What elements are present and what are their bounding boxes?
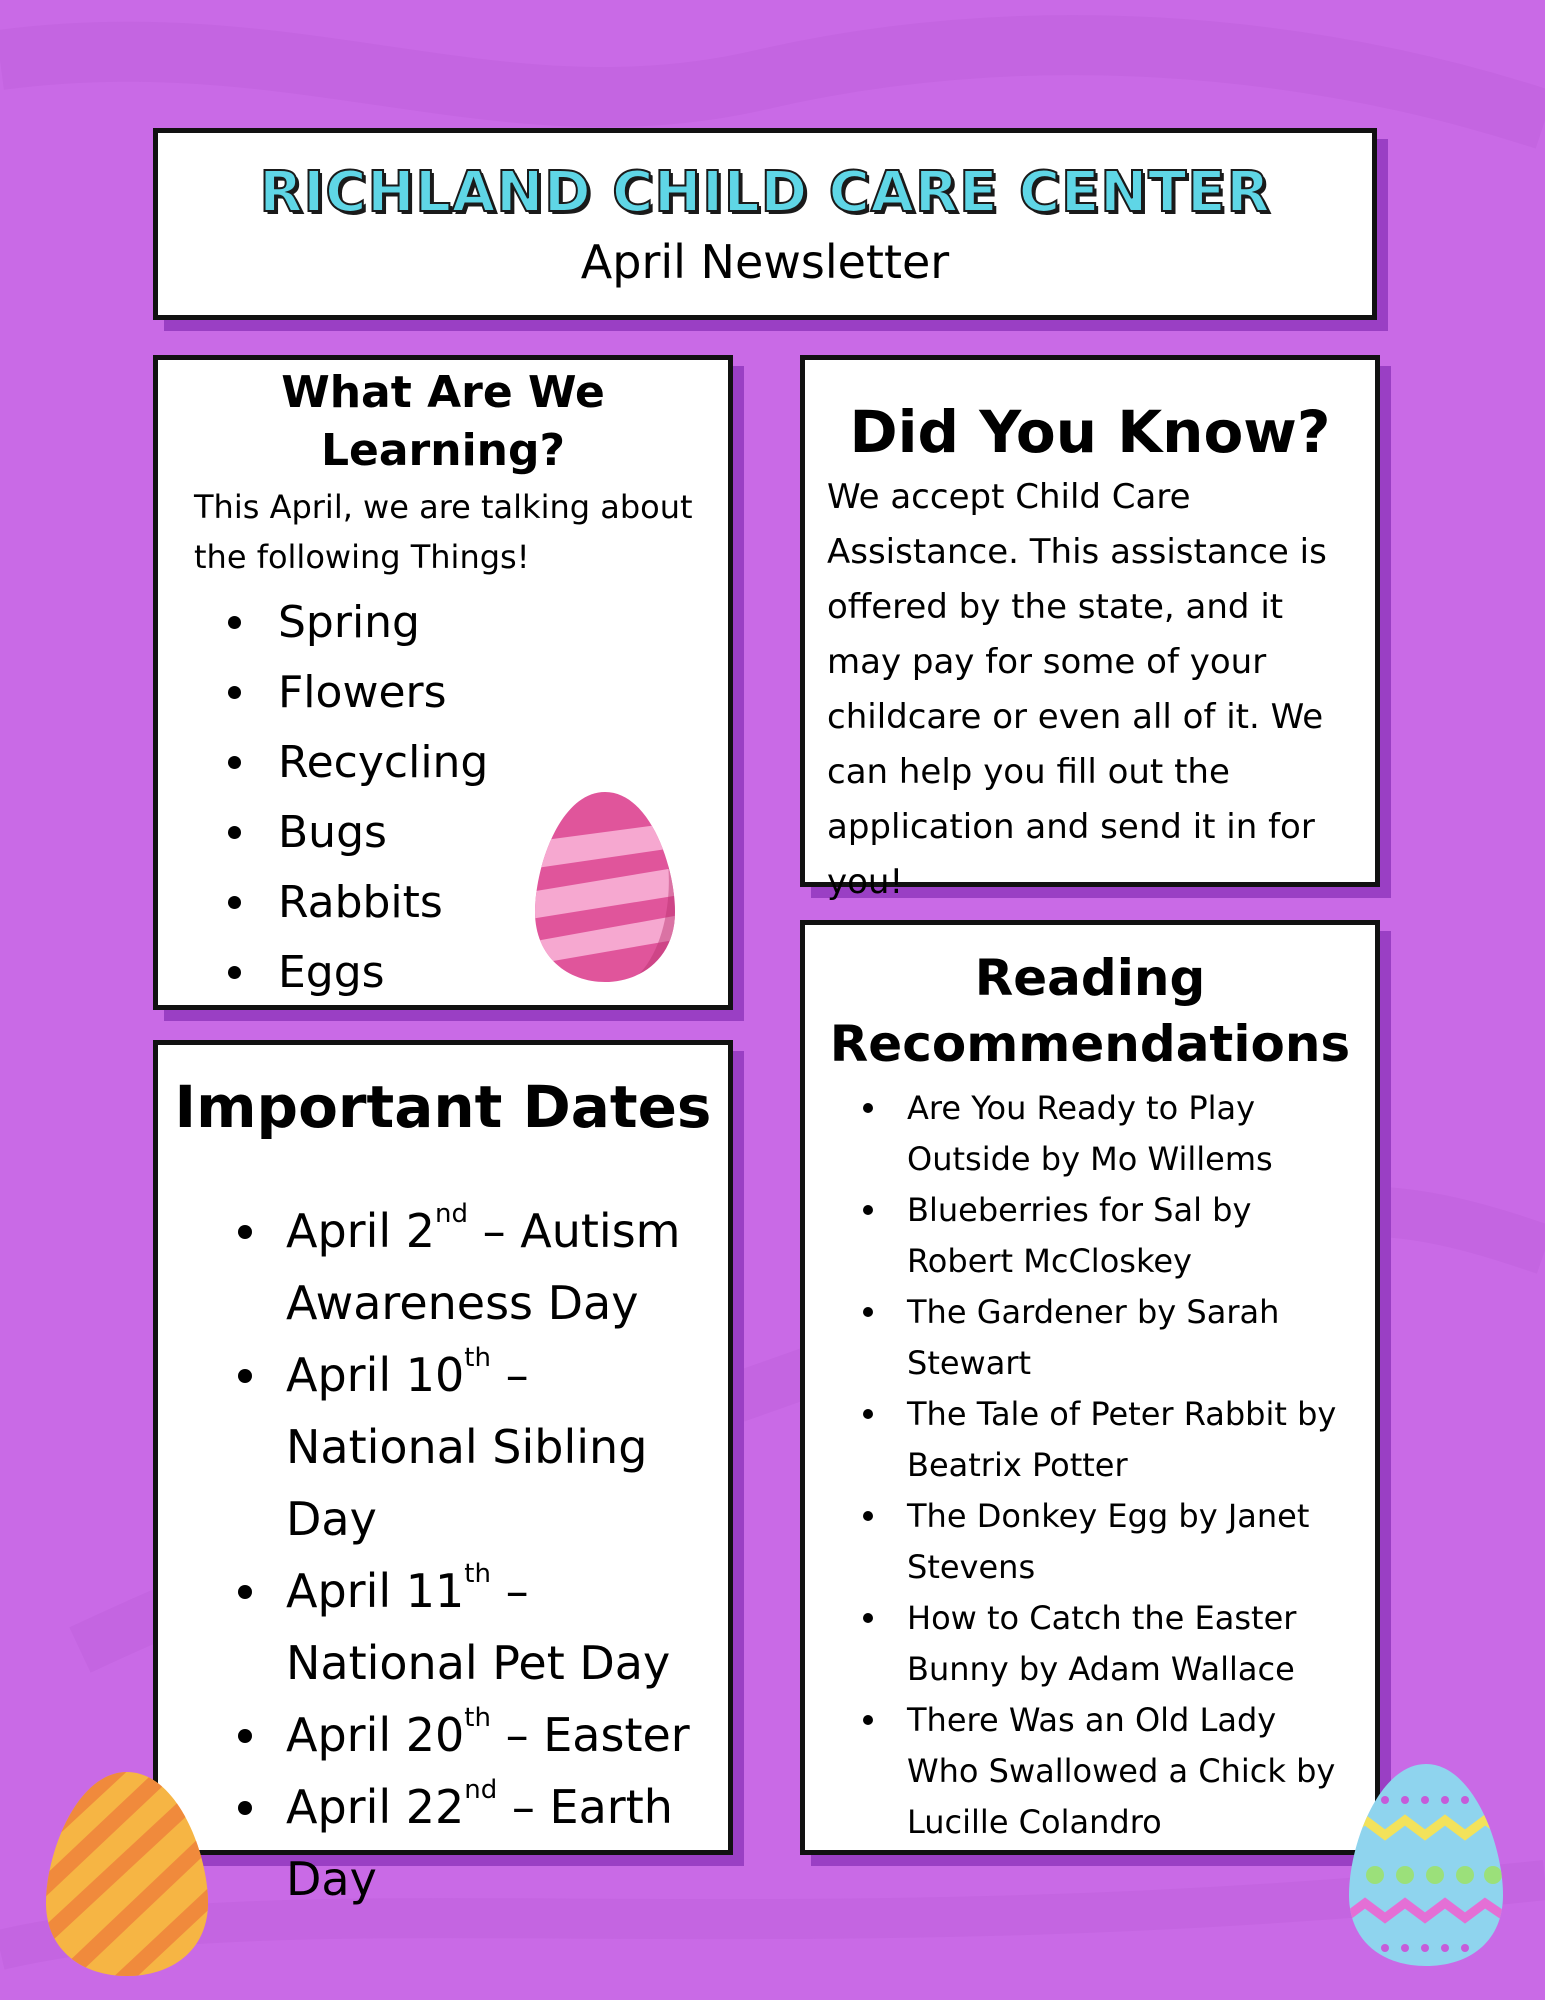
list-item: There Was an Old Lady Who Swallowed a Chick by Lucille Colandro — [863, 1695, 1375, 1848]
learning-card — [153, 355, 733, 1010]
list-item: April 11th – National Pet Day — [238, 1555, 728, 1699]
list-item: Recycling — [228, 728, 728, 798]
list-item: The Donkey Egg by Janet Stevens — [863, 1491, 1375, 1593]
bullet-icon — [863, 1103, 873, 1113]
learning-intro: This April, we are talking about the following Things! — [194, 488, 693, 576]
list-item: Bugs — [228, 798, 728, 868]
learning-title: What Are We Learning? — [281, 367, 605, 476]
reading-recommendations-card — [800, 920, 1380, 1855]
reading-recommendations-title: Reading Recommendations — [829, 949, 1351, 1073]
bullet-icon — [238, 1585, 252, 1599]
bullet-icon — [228, 966, 241, 979]
list-item: How to Catch the Easter Bunny by Adam Wallace — [863, 1593, 1375, 1695]
list-item: April 20th – Easter — [238, 1699, 728, 1771]
pink-easter-egg-icon — [530, 787, 680, 987]
did-you-know-title: Did You Know? — [849, 398, 1331, 466]
bullet-icon — [238, 1801, 252, 1815]
list-item: Are You Ready to Play Outside by Mo Willems — [863, 1083, 1375, 1185]
list-item: Blueberries for Sal by Robert McCloskey — [863, 1185, 1375, 1287]
bullet-icon — [863, 1307, 873, 1317]
did-you-know-card — [800, 355, 1380, 902]
bullet-icon — [863, 1205, 873, 1215]
did-you-know-body: We accept Child Care Assistance. This assistance is offered by the state, and it may pay for some of your childcare or even all of it. We can help you fill out the application and send it in for you! — [827, 477, 1327, 902]
bullet-icon — [228, 686, 241, 699]
bullet-icon — [863, 1409, 873, 1419]
important-dates-title: Important Dates — [174, 1073, 712, 1141]
list-item: The Gardener by Sarah Stewart — [863, 1287, 1375, 1389]
bullet-icon — [238, 1225, 252, 1239]
list-item: Flowers — [228, 658, 728, 728]
list-item: April 22nd – Earth Day — [238, 1771, 728, 1915]
important-dates-card — [153, 1040, 733, 1906]
header-card — [153, 128, 1377, 320]
bullet-icon — [238, 1369, 252, 1383]
list-item: Spring — [228, 588, 728, 658]
bullet-icon — [228, 826, 241, 839]
list-item: The Tale of Peter Rabbit by Beatrix Potter — [863, 1389, 1375, 1491]
bullet-icon — [863, 1613, 873, 1623]
orange-easter-egg-icon — [42, 1768, 212, 1980]
reading-list — [805, 1083, 1375, 1848]
bullet-icon — [228, 616, 241, 629]
list-item: Eggs — [228, 938, 728, 1008]
important-dates-list — [158, 1195, 728, 1915]
list-item: April 10th – National Sibling Day — [238, 1339, 728, 1555]
center-name-title: RICHLAND CHILD CARE CENTER — [259, 160, 1271, 225]
bullet-icon — [863, 1511, 873, 1521]
list-item: April 2nd – Autism Awareness Day — [238, 1195, 728, 1339]
bullet-icon — [238, 1729, 252, 1743]
bullet-icon — [228, 756, 241, 769]
newsletter-subtitle: April Newsletter — [580, 235, 950, 289]
bullet-icon — [863, 1715, 873, 1725]
blue-easter-egg-icon — [1345, 1760, 1507, 1970]
bullet-icon — [228, 896, 241, 909]
list-item: Rabbits — [228, 868, 728, 938]
